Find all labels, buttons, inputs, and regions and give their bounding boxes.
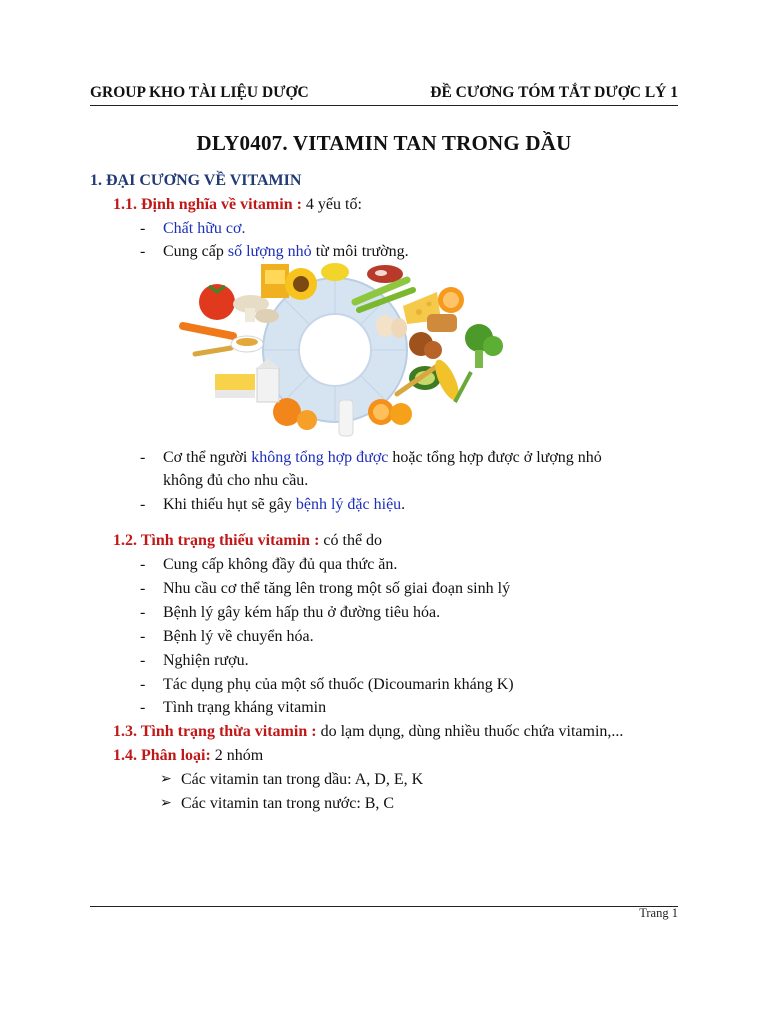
food-butter	[215, 374, 255, 398]
bullet-dash: -	[140, 449, 146, 466]
section-1-3-label: 1.3. Tình trạng thừa vitamin :	[113, 723, 317, 740]
list-item: Chất hữu cơ.	[163, 220, 246, 237]
bullet-dash: -	[140, 243, 146, 260]
list-item: Cung cấp số lượng nhỏ từ môi trường.	[163, 243, 409, 260]
bullet-dash: -	[140, 628, 146, 645]
footer-rule	[90, 906, 678, 907]
list-item: Tác dụng phụ của một số thuốc (Dicoumarin kháng K)	[163, 676, 514, 693]
section-1-2-text: có thể do	[319, 532, 383, 549]
section-1-3	[113, 722, 623, 742]
section-1-4	[113, 746, 263, 766]
page-number: Trang 1	[639, 906, 678, 920]
food-mushrooms	[233, 295, 279, 323]
header-right: ĐỀ CƯƠNG TÓM TẮT DƯỢC LÝ 1	[430, 84, 678, 101]
list-item: Nhu cầu cơ thể tăng lên trong một số giai đoạn sinh lý	[163, 580, 511, 597]
arrow-bullet-icon: ➢	[160, 796, 172, 811]
header-rule	[90, 105, 678, 106]
section-1-1	[113, 195, 362, 215]
section-1-3-text: do lạm dụng, dùng nhiều thuốc chứa vitamin,...	[316, 723, 624, 740]
bullet-dash: -	[140, 580, 146, 597]
food-hazelnuts	[409, 332, 442, 359]
list-item: Bệnh lý gây kém hấp thu ở đường tiêu hóa.	[163, 604, 441, 621]
list-item: Tình trạng kháng vitamin	[163, 699, 327, 716]
food-juice-box	[261, 264, 289, 298]
section-1-1-text: 4 yếu tố:	[301, 196, 362, 213]
list-item: Khi thiếu hụt sẽ gây bệnh lý đặc hiệu.	[163, 496, 406, 513]
section-1-2	[113, 531, 382, 551]
section-1-2-label: 1.2. Tình trạng thiếu vitamin :	[113, 532, 320, 549]
section-1-4-text: 2 nhóm	[210, 747, 264, 764]
food-sunflower	[285, 268, 317, 300]
bullet-dash: -	[140, 676, 146, 693]
section-1-heading: 1. ĐẠI CƯƠNG VỀ VITAMIN	[90, 172, 302, 189]
bullet-dash: -	[140, 604, 146, 621]
bullet-dash: -	[140, 496, 146, 513]
food-bowl	[231, 336, 263, 352]
list-item: Cung cấp không đầy đủ qua thức ăn.	[163, 556, 398, 573]
bullet-dash: -	[140, 220, 146, 237]
list-item: Nghiện rượu.	[163, 652, 249, 669]
vitamin-food-wheel-illustration	[175, 262, 505, 437]
section-1-1-label: 1.1. Định nghĩa về vitamin :	[113, 196, 302, 213]
bullet-dash: -	[140, 652, 146, 669]
arrow-bullet-icon: ➢	[160, 772, 172, 787]
food-bread	[427, 314, 457, 332]
page-header	[90, 84, 678, 102]
document-title: DLY0407. VITAMIN TAN TRONG DẦU	[196, 131, 572, 155]
food-milk-bottle	[339, 400, 353, 436]
food-orange-half	[438, 287, 464, 313]
list-item: Bệnh lý về chuyển hóa.	[163, 628, 314, 645]
list-item: Các vitamin tan trong dầu: A, D, E, K	[181, 771, 424, 788]
header-left: GROUP KHO TÀI LIỆU DƯỢC	[90, 84, 309, 101]
food-lemon	[321, 263, 349, 281]
bullet-dash: -	[140, 556, 146, 573]
food-tomato	[199, 284, 235, 320]
list-item: Các vitamin tan trong nước: B, C	[181, 795, 395, 812]
food-orange-slices	[368, 399, 412, 425]
food-broccoli	[465, 324, 503, 368]
list-item-continuation: không đủ cho nhu cầu.	[163, 472, 309, 489]
food-carrot	[183, 326, 233, 336]
list-item: Cơ thể người không tổng hợp được hoặc tổng hợp được ở lượng nhỏ	[163, 449, 602, 466]
section-1-4-label: 1.4. Phân loại:	[113, 747, 211, 764]
bullet-dash: -	[140, 699, 146, 716]
